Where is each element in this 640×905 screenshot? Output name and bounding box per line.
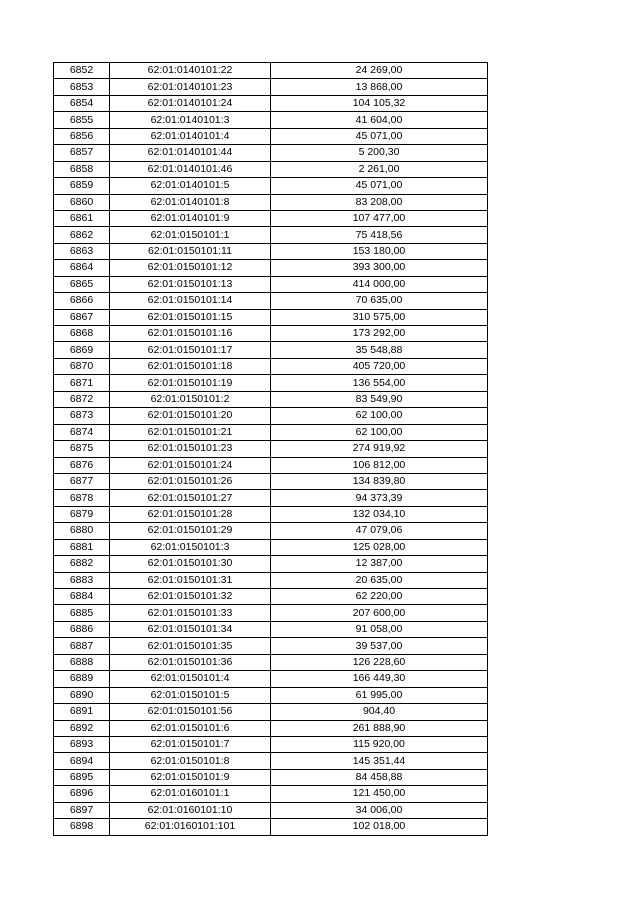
row-number-cell: 6886 [54,621,110,637]
row-number-cell: 6869 [54,342,110,358]
cadastral-number-cell: 62:01:0140101:4 [110,128,271,144]
row-number-cell: 6862 [54,227,110,243]
row-number-cell: 6852 [54,63,110,79]
table-row [54,523,488,539]
row-number-cell: 6860 [54,194,110,210]
row-number-cell: 6891 [54,704,110,720]
value-cell: 62 100,00 [271,424,488,440]
value-cell: 45 071,00 [271,128,488,144]
row-number-cell: 6858 [54,161,110,177]
row-number-cell: 6890 [54,687,110,703]
cadastral-number-cell: 62:01:0150101:8 [110,753,271,769]
cadastral-number-cell: 62:01:0150101:56 [110,704,271,720]
table-row [54,473,488,489]
cadastral-number-cell: 62:01:0150101:5 [110,687,271,703]
row-number-cell: 6879 [54,506,110,522]
row-number-cell: 6877 [54,473,110,489]
value-cell: 70 635,00 [271,293,488,309]
table-row [54,326,488,342]
row-number-cell: 6856 [54,128,110,144]
cadastral-number-cell: 62:01:0150101:7 [110,736,271,752]
table-row [54,457,488,473]
cadastral-number-cell: 62:01:0150101:31 [110,572,271,588]
row-number-cell: 6872 [54,391,110,407]
table-row [54,128,488,144]
row-number-cell: 6866 [54,293,110,309]
value-cell: 166 449,30 [271,671,488,687]
cadastral-number-cell: 62:01:0150101:20 [110,408,271,424]
table-row [54,621,488,637]
value-cell: 106 812,00 [271,457,488,473]
row-number-cell: 6898 [54,819,110,835]
cadastral-number-cell: 62:01:0150101:16 [110,326,271,342]
cadastral-number-cell: 62:01:0150101:2 [110,391,271,407]
cadastral-number-cell: 62:01:0140101:22 [110,63,271,79]
table-row [54,260,488,276]
cadastral-number-cell: 62:01:0150101:26 [110,473,271,489]
table-row [54,276,488,292]
table-row [54,819,488,835]
cadastral-number-cell: 62:01:0150101:3 [110,539,271,555]
cadastral-number-cell: 62:01:0150101:24 [110,457,271,473]
table-row [54,490,488,506]
cadastral-number-cell: 62:01:0150101:13 [110,276,271,292]
value-cell: 393 300,00 [271,260,488,276]
row-number-cell: 6876 [54,457,110,473]
value-cell: 102 018,00 [271,819,488,835]
cadastral-number-cell: 62:01:0150101:34 [110,621,271,637]
value-cell: 121 450,00 [271,786,488,802]
value-cell: 75 418,56 [271,227,488,243]
row-number-cell: 6861 [54,210,110,226]
table-row [54,720,488,736]
table-row [54,671,488,687]
row-number-cell: 6881 [54,539,110,555]
table-row [54,589,488,605]
value-cell: 132 034,10 [271,506,488,522]
cadastral-number-cell: 62:01:0150101:21 [110,424,271,440]
cadastral-number-cell: 62:01:0150101:29 [110,523,271,539]
row-number-cell: 6875 [54,441,110,457]
value-cell: 62 220,00 [271,589,488,605]
table-row [54,539,488,555]
row-number-cell: 6885 [54,605,110,621]
cadastral-number-cell: 62:01:0150101:18 [110,358,271,374]
row-number-cell: 6867 [54,309,110,325]
table-row [54,753,488,769]
cadastral-number-cell: 62:01:0140101:5 [110,178,271,194]
row-number-cell: 6854 [54,95,110,111]
row-number-cell: 6871 [54,375,110,391]
cadastral-number-cell: 62:01:0150101:19 [110,375,271,391]
table-row [54,178,488,194]
cadastral-number-cell: 62:01:0140101:44 [110,145,271,161]
value-cell: 41 604,00 [271,112,488,128]
cadastral-number-cell: 62:01:0150101:23 [110,441,271,457]
row-number-cell: 6888 [54,654,110,670]
table-row [54,112,488,128]
value-cell: 414 000,00 [271,276,488,292]
cadastral-number-cell: 62:01:0150101:1 [110,227,271,243]
cadastral-number-cell: 62:01:0150101:27 [110,490,271,506]
row-number-cell: 6855 [54,112,110,128]
table-row [54,802,488,818]
table-row [54,95,488,111]
cadastral-number-cell: 62:01:0140101:8 [110,194,271,210]
row-number-cell: 6883 [54,572,110,588]
cadastral-number-cell: 62:01:0140101:3 [110,112,271,128]
row-number-cell: 6870 [54,358,110,374]
cadastral-number-cell: 62:01:0150101:4 [110,671,271,687]
cadastral-number-cell: 62:01:0160101:101 [110,819,271,835]
row-number-cell: 6868 [54,326,110,342]
value-cell: 153 180,00 [271,243,488,259]
table-row [54,145,488,161]
value-cell: 39 537,00 [271,638,488,654]
row-number-cell: 6882 [54,556,110,572]
row-number-cell: 6864 [54,260,110,276]
value-cell: 83 208,00 [271,194,488,210]
value-cell: 61 995,00 [271,687,488,703]
table-row [54,293,488,309]
table-row [54,309,488,325]
table-row [54,769,488,785]
cadastral-number-cell: 62:01:0140101:46 [110,161,271,177]
table-row [54,391,488,407]
row-number-cell: 6857 [54,145,110,161]
value-cell: 5 200,30 [271,145,488,161]
table-row [54,161,488,177]
value-cell: 145 351,44 [271,753,488,769]
cadastral-value-table [53,62,488,836]
value-cell: 173 292,00 [271,326,488,342]
value-cell: 134 839,80 [271,473,488,489]
cadastral-number-cell: 62:01:0150101:12 [110,260,271,276]
value-cell: 126 228,60 [271,654,488,670]
row-number-cell: 6853 [54,79,110,95]
table-row [54,605,488,621]
cadastral-number-cell: 62:01:0150101:35 [110,638,271,654]
value-cell: 91 058,00 [271,621,488,637]
row-number-cell: 6893 [54,736,110,752]
row-number-cell: 6884 [54,589,110,605]
row-number-cell: 6896 [54,786,110,802]
table-row [54,736,488,752]
value-cell: 125 028,00 [271,539,488,555]
table-row [54,210,488,226]
row-number-cell: 6892 [54,720,110,736]
table-row [54,638,488,654]
value-cell: 13 868,00 [271,79,488,95]
cadastral-number-cell: 62:01:0150101:36 [110,654,271,670]
cadastral-number-cell: 62:01:0150101:15 [110,309,271,325]
row-number-cell: 6880 [54,523,110,539]
value-cell: 104 105,32 [271,95,488,111]
cadastral-number-cell: 62:01:0140101:9 [110,210,271,226]
table-row [54,687,488,703]
table-row [54,227,488,243]
table-row [54,572,488,588]
row-number-cell: 6865 [54,276,110,292]
value-cell: 84 458,88 [271,769,488,785]
value-cell: 136 554,00 [271,375,488,391]
table-row [54,375,488,391]
table-row [54,63,488,79]
cadastral-number-cell: 62:01:0150101:9 [110,769,271,785]
table-row [54,424,488,440]
row-number-cell: 6878 [54,490,110,506]
table-row [54,506,488,522]
value-cell: 2 261,00 [271,161,488,177]
value-cell: 207 600,00 [271,605,488,621]
table-row [54,358,488,374]
cadastral-number-cell: 62:01:0150101:32 [110,589,271,605]
cadastral-number-cell: 62:01:0150101:28 [110,506,271,522]
row-number-cell: 6874 [54,424,110,440]
value-cell: 20 635,00 [271,572,488,588]
row-number-cell: 6873 [54,408,110,424]
cadastral-number-cell: 62:01:0150101:17 [110,342,271,358]
table-row [54,556,488,572]
value-cell: 107 477,00 [271,210,488,226]
value-cell: 34 006,00 [271,802,488,818]
cadastral-number-cell: 62:01:0160101:1 [110,786,271,802]
cadastral-number-cell: 62:01:0140101:24 [110,95,271,111]
table-row [54,194,488,210]
value-cell: 310 575,00 [271,309,488,325]
table-row [54,342,488,358]
table-row [54,408,488,424]
row-number-cell: 6897 [54,802,110,818]
value-cell: 47 079,06 [271,523,488,539]
cadastral-number-cell: 62:01:0150101:30 [110,556,271,572]
value-cell: 35 548,88 [271,342,488,358]
value-cell: 94 373,39 [271,490,488,506]
value-cell: 12 387,00 [271,556,488,572]
table-row [54,441,488,457]
table-row [54,243,488,259]
value-cell: 904,40 [271,704,488,720]
cadastral-number-cell: 62:01:0150101:11 [110,243,271,259]
value-cell: 274 919,92 [271,441,488,457]
cadastral-number-cell: 62:01:0150101:14 [110,293,271,309]
value-cell: 261 888,90 [271,720,488,736]
value-cell: 115 920,00 [271,736,488,752]
row-number-cell: 6887 [54,638,110,654]
value-cell: 83 549,90 [271,391,488,407]
table-row [54,786,488,802]
value-cell: 24 269,00 [271,63,488,79]
cadastral-number-cell: 62:01:0160101:10 [110,802,271,818]
row-number-cell: 6894 [54,753,110,769]
value-cell: 45 071,00 [271,178,488,194]
value-cell: 62 100,00 [271,408,488,424]
table-body [54,63,488,836]
table-row [54,704,488,720]
cadastral-number-cell: 62:01:0150101:33 [110,605,271,621]
cadastral-number-cell: 62:01:0140101:23 [110,79,271,95]
row-number-cell: 6863 [54,243,110,259]
table-row [54,79,488,95]
row-number-cell: 6859 [54,178,110,194]
value-cell: 405 720,00 [271,358,488,374]
cadastral-number-cell: 62:01:0150101:6 [110,720,271,736]
row-number-cell: 6889 [54,671,110,687]
table-row [54,654,488,670]
row-number-cell: 6895 [54,769,110,785]
